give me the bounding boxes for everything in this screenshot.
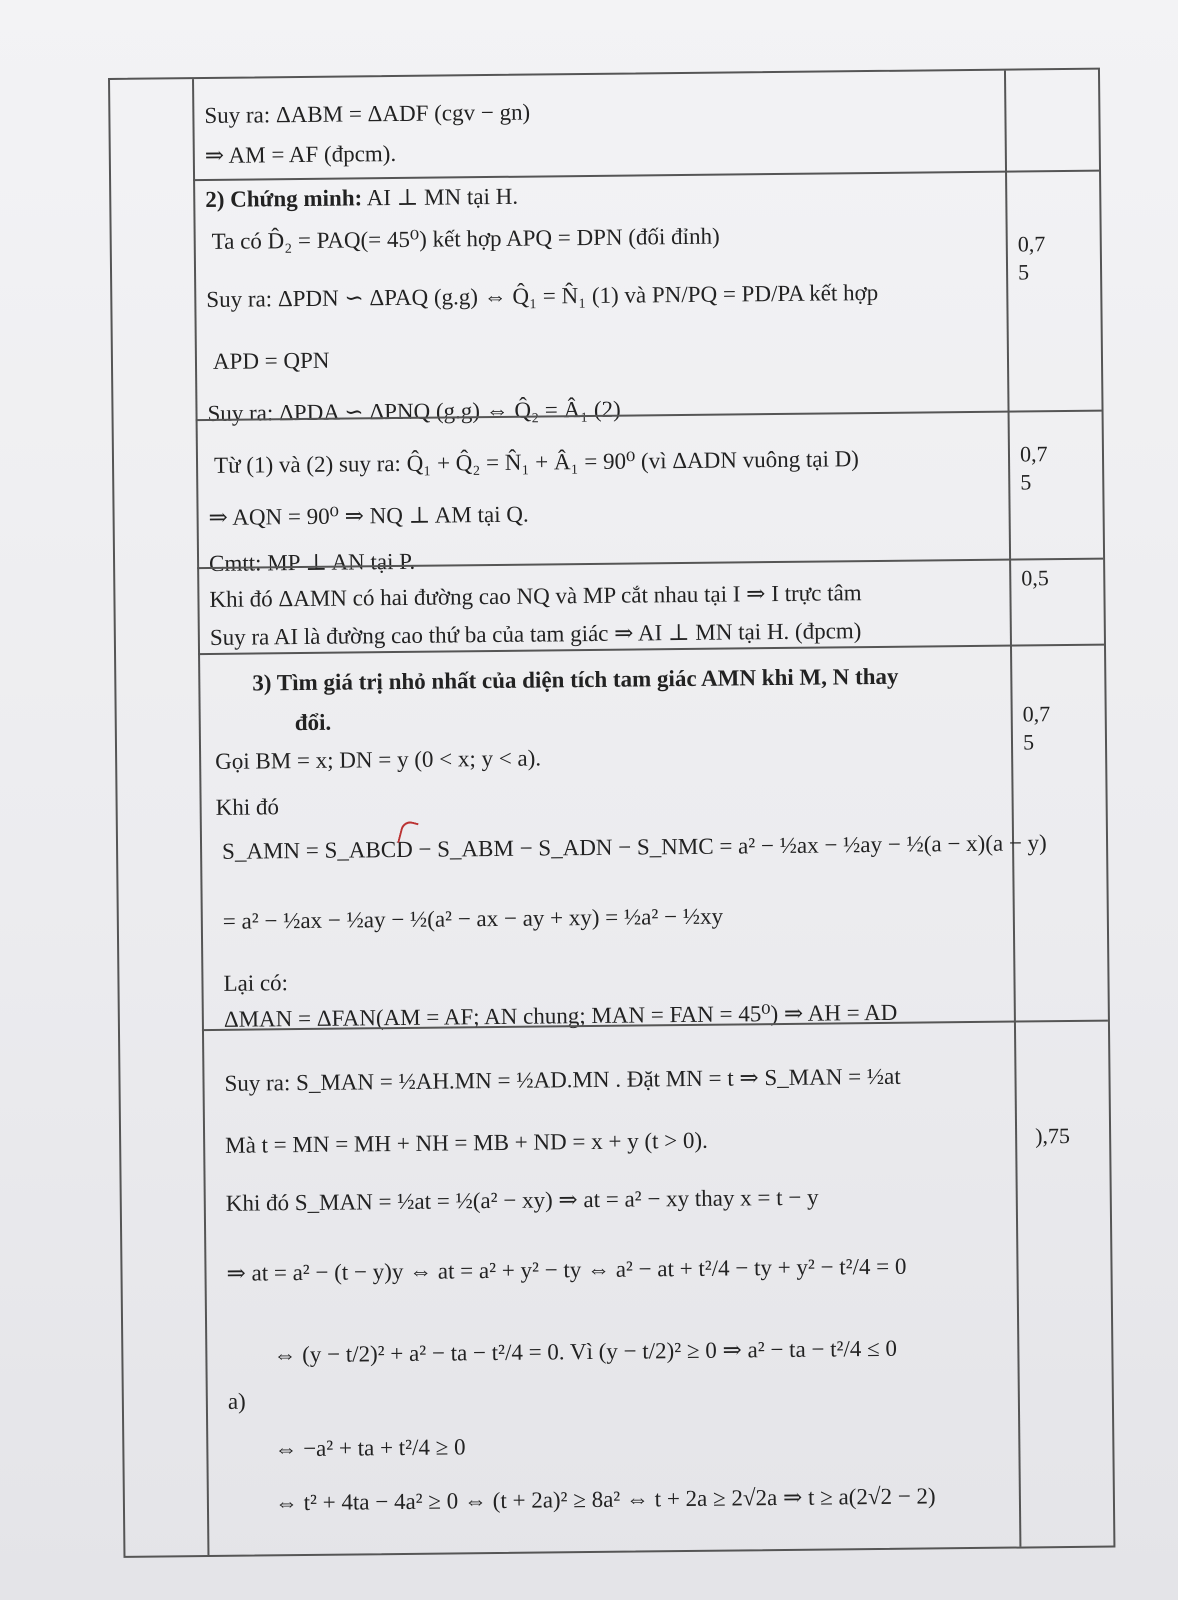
text-line-10: Cmtt: MP ⊥ AN tại P. bbox=[208, 548, 416, 576]
text-line-3 bbox=[205, 182, 518, 215]
text-line-15: Gọi BM = x; DN = y (0 < x; y < a). bbox=[215, 745, 542, 774]
part-heading: 2) Chứng minh: bbox=[205, 185, 363, 212]
text-line-20: ΔMAN = ΔFAN(AM = AF; AN chung; MAN = FAN = 45⁰) ⇒ AH = AD bbox=[223, 999, 898, 1032]
text-line-19: Lại có: bbox=[223, 970, 289, 996]
text-line-23: Khi đó S_MAN = ½at = ½(a² − xy) ⇒ at = a² − xy thay x = t − y bbox=[225, 1184, 819, 1216]
text-line-11: Khi đó ΔAMN có hai đường cao NQ và MP cắt nhau tại I ⇒ I trực tâm bbox=[209, 580, 862, 612]
text-line-13: 3) Tìm giá trị nhỏ nhất của diện tích tam giác AMN khi M, N thay bbox=[252, 663, 899, 696]
text-line-28: ⇔ t² + 4ta − 4a² ≥ 0 ⇔ (t + 2a)² ≥ 8a² ⇔ t + 2a ≥ 2√2a ⇒ t ≥ a(2√2 − 2) bbox=[274, 1483, 936, 1516]
text-line-17: S_AMN = S_ABCD − S_ABM − S_ADN − S_NMC = a² − ½ax − ½ay − ½(a − x)(a − y) bbox=[221, 830, 1047, 864]
text-line-7: Suy ra: ΔPDA ∽ ΔPNQ (g.g) ⇔ Q̂₂ = Â₁ (2) bbox=[207, 396, 621, 426]
text-line-26: a) bbox=[227, 1388, 246, 1414]
part-heading-rest: AI ⊥ MN tại H. bbox=[362, 183, 519, 211]
text-line-16: Khi đó bbox=[215, 794, 280, 820]
score-2: 0,7 5 bbox=[1019, 441, 1048, 495]
text-line-22: Mà t = MN = MH + NH = MB + ND = x + y (t > 0). bbox=[225, 1127, 708, 1158]
text-line-9: ⇒ AQN = 90⁰ ⇒ NQ ⊥ AM tại Q. bbox=[208, 501, 529, 530]
text-line-6: APD = QPN bbox=[212, 347, 330, 374]
answer-table bbox=[108, 68, 1115, 1558]
text-line-27: ⇔ −a² + ta + t²/4 ≥ 0 bbox=[274, 1434, 466, 1462]
text-line-14: đổi. bbox=[294, 709, 332, 736]
text-line-2: ⇒ AM = AF (đpcm). bbox=[204, 140, 397, 168]
text-line-1: Suy ra: ΔABM = ΔADF (cgv − gn) bbox=[204, 99, 531, 128]
score-5: ),75 bbox=[1034, 1122, 1071, 1149]
row-divider-1 bbox=[193, 170, 1099, 181]
text-line-18: = a² − ½ax − ½ay − ½(a² − ax − ay + xy) = ½a² − ½xy bbox=[222, 903, 724, 934]
text-line-4: Ta có D̂₂ = PAQ(= 45⁰) kết hợp APQ = DPN (đối đỉnh) bbox=[211, 223, 720, 254]
score-4: 0,7 5 bbox=[1022, 701, 1051, 755]
score-1: 0,7 5 bbox=[1017, 231, 1046, 285]
text-line-21: Suy ra: S_MAN = ½AH.MN = ½AD.MN . Đặt MN = t ⇒ S_MAN = ½at bbox=[224, 1063, 901, 1096]
left-column bbox=[110, 79, 209, 1556]
score-3: 0,5 bbox=[1021, 565, 1049, 591]
text-line-12: Suy ra AI là đường cao thứ ba của tam giác ⇒ AI ⊥ MN tại H. (đpcm) bbox=[209, 618, 862, 650]
text-line-25: ⇔ (y − t/2)² + a² − ta − t²/4 = 0. Vì (y − t/2)² ≥ 0 ⇒ a² − ta − t²/4 ≤ 0 bbox=[273, 1335, 898, 1368]
text-line-8: Từ (1) và (2) suy ra: Q̂₁ + Q̂₂ = N̂₁ + Â₁ = 90⁰ (vì ΔADN vuông tại D) bbox=[213, 446, 860, 478]
text-line-5: Suy ra: ΔPDN ∽ ΔPAQ (g.g) ⇔ Q̂₁ = N̂₁ (1) và PN/PQ = PD/PA kết hợp bbox=[206, 279, 879, 312]
score-column bbox=[1004, 70, 1113, 1547]
text-line-24: ⇒ at = a² − (t − y)y ⇔ at = a² + y² − ty ⇔ a² − at + t²/4 − ty + y² − t²/4 = 0 bbox=[226, 1253, 907, 1286]
